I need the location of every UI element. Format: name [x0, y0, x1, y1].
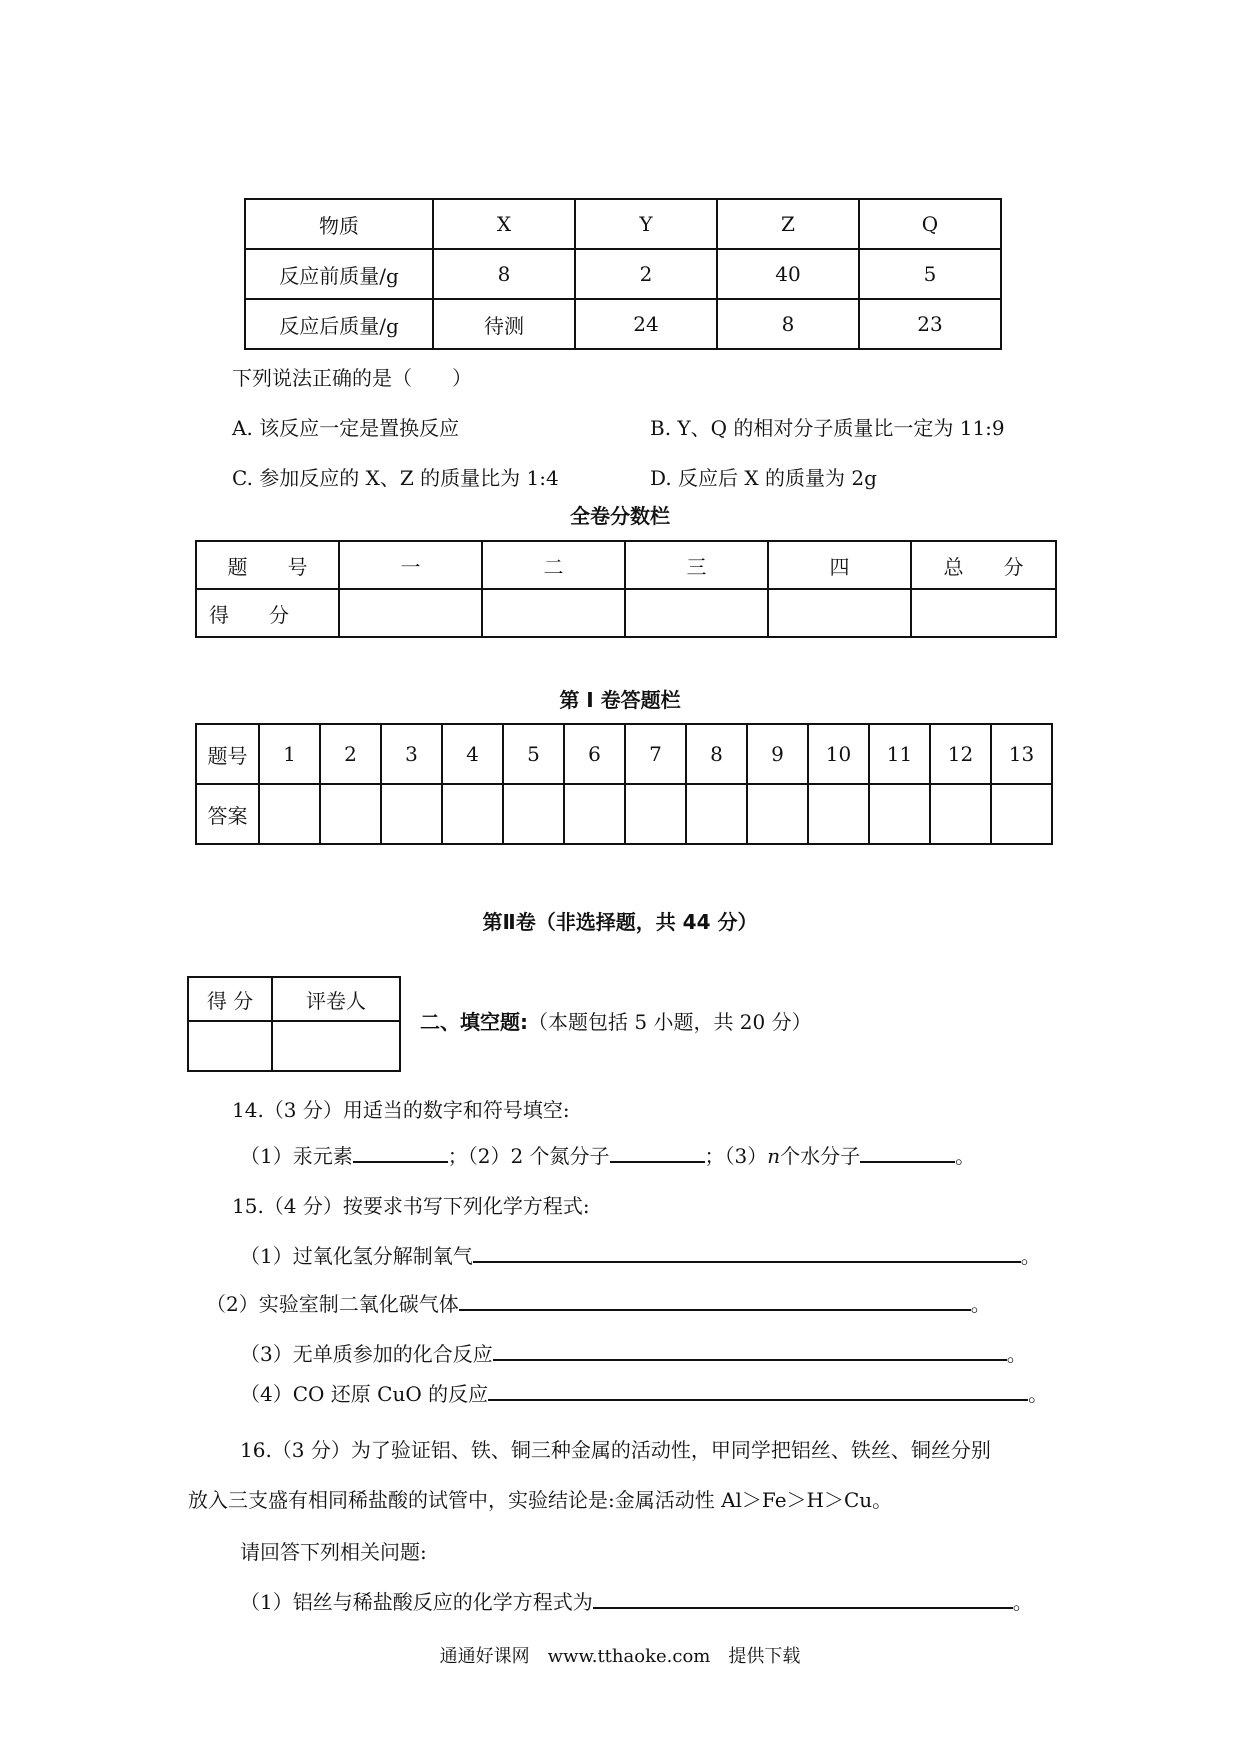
table-cell: 反应前质量/g: [245, 249, 433, 299]
q15-item-4: [240, 1378, 1048, 1407]
answer-cell[interactable]: [503, 784, 564, 844]
question-number-cell: 2: [320, 724, 381, 784]
q14-part1: （1）汞元素: [240, 1144, 353, 1168]
answer-blank[interactable]: [593, 1587, 1013, 1609]
score-table: [195, 540, 1057, 638]
score-cell[interactable]: [482, 589, 625, 637]
answer-table: [195, 723, 1053, 845]
answer-blank[interactable]: [860, 1141, 955, 1163]
table-row: [245, 299, 1001, 349]
question-number-cell: 5: [503, 724, 564, 784]
table-cell: 8: [433, 249, 575, 299]
score-cell[interactable]: [188, 1021, 272, 1071]
header-cell: 二: [482, 541, 625, 589]
answer-blank[interactable]: [353, 1141, 448, 1163]
q14-part2: ；（2）2 个氮分子: [447, 1144, 610, 1168]
table-cell: 5: [859, 249, 1001, 299]
grader-cell[interactable]: [272, 1021, 400, 1071]
table-row: [196, 589, 1056, 637]
header-cell: 物质: [245, 199, 433, 249]
footer: 通通好课网 www.tthaoke.com 提供下载: [439, 1646, 801, 1667]
header-cell: 题 号: [196, 541, 339, 589]
option-d: D. 反应后 X 的质量为 2g: [650, 466, 877, 490]
q16-item-1: [240, 1586, 1033, 1615]
part2-title: 第Ⅱ卷（非选择题，共 44 分）: [482, 910, 758, 934]
header-cell: 四: [768, 541, 911, 589]
table-row: [245, 249, 1001, 299]
item-label: （1）铝丝与稀盐酸反应的化学方程式为: [240, 1590, 593, 1614]
answer-cell[interactable]: [686, 784, 747, 844]
score-cell[interactable]: [768, 589, 911, 637]
question-number-cell: 12: [930, 724, 991, 784]
question-number-cell: 3: [381, 724, 442, 784]
mass-table: [244, 198, 1002, 350]
answer-cell[interactable]: [564, 784, 625, 844]
q16-line-3: 请回答下列相关问题:: [240, 1540, 427, 1564]
answer-table-title: 第 I 卷答题栏: [559, 688, 681, 712]
score-cell[interactable]: [625, 589, 768, 637]
score-cell[interactable]: [339, 589, 482, 637]
period: 。: [1028, 1382, 1049, 1406]
q15-item-3: [240, 1338, 1027, 1367]
table-cell: 24: [575, 299, 717, 349]
answer-cell[interactable]: [747, 784, 808, 844]
header-cell: 一: [339, 541, 482, 589]
table-cell: 23: [859, 299, 1001, 349]
grader-box: [187, 976, 401, 1072]
question-number-cell: 7: [625, 724, 686, 784]
table-cell: 2: [575, 249, 717, 299]
question-number-cell: 10: [808, 724, 869, 784]
section-note: （本题包括 5 小题，共 20 分）: [528, 1010, 812, 1034]
q14-stem: 14.（3 分）用适当的数字和符号填空:: [232, 1098, 570, 1122]
header-cell: Q: [859, 199, 1001, 249]
q14-part3-prefix: ；（3）: [704, 1144, 768, 1168]
period: 。: [1006, 1342, 1027, 1366]
question-number-cell: 6: [564, 724, 625, 784]
item-label: （3）无单质参加的化合反应: [240, 1342, 493, 1366]
answer-blank[interactable]: [459, 1289, 971, 1311]
row-label: 得 分: [196, 589, 339, 637]
q15-item-1: [240, 1240, 1041, 1269]
section-title: 二、填空题:: [420, 1010, 528, 1034]
table-cell: 40: [717, 249, 859, 299]
row-label: 答案: [196, 784, 259, 844]
question-number-cell: 1: [259, 724, 320, 784]
score-label: 得 分: [188, 977, 272, 1021]
answer-blank[interactable]: [493, 1339, 1007, 1361]
question-number-cell: 11: [869, 724, 930, 784]
answer-cell[interactable]: [625, 784, 686, 844]
answer-cell[interactable]: [991, 784, 1052, 844]
answer-blank[interactable]: [488, 1379, 1028, 1401]
grader-label: 评卷人: [272, 977, 400, 1021]
q14-blanks: [240, 1140, 975, 1169]
q14-part3: 个水分子: [780, 1144, 861, 1168]
table-cell: 反应后质量/g: [245, 299, 433, 349]
answer-cell[interactable]: [259, 784, 320, 844]
item-label: （1）过氧化氢分解制氧气: [240, 1244, 473, 1268]
period: 。: [970, 1292, 991, 1316]
question-stem: 下列说法正确的是（ ）: [232, 366, 472, 390]
answer-blank[interactable]: [610, 1141, 705, 1163]
variable-n: n: [767, 1144, 781, 1168]
answer-cell[interactable]: [869, 784, 930, 844]
answer-cell[interactable]: [381, 784, 442, 844]
option-c: C. 参加反应的 X、Z 的质量比为 1:4: [232, 466, 559, 490]
table-cell: 待测: [433, 299, 575, 349]
row-label: 题号: [196, 724, 259, 784]
table-cell: 8: [717, 299, 859, 349]
header-cell: 总 分: [911, 541, 1056, 589]
item-label: （2）实验室制二氧化碳气体: [206, 1292, 459, 1316]
q15-item-2: [206, 1288, 991, 1317]
answer-cell[interactable]: [320, 784, 381, 844]
header-cell: 三: [625, 541, 768, 589]
score-cell[interactable]: [911, 589, 1056, 637]
option-b: B. Y、Q 的相对分子质量比一定为 11:9: [650, 416, 1005, 440]
question-number-cell: 4: [442, 724, 503, 784]
q16-line-1: 16.（3 分）为了验证铝、铁、铜三种金属的活动性，甲同学把铝丝、铁丝、铜丝分别: [240, 1438, 991, 1462]
question-number-cell: 9: [747, 724, 808, 784]
section-heading: [420, 1006, 812, 1035]
question-number-cell: 13: [991, 724, 1052, 784]
q15-stem: 15.（4 分）按要求书写下列化学方程式:: [232, 1194, 590, 1218]
question-number-cell: 8: [686, 724, 747, 784]
q16-line-2: 放入三支盛有相同稀盐酸的试管中，实验结论是:金属活动性 Al＞Fe＞H＞Cu。: [188, 1488, 893, 1512]
period: 。: [955, 1144, 976, 1168]
score-table-title: 全卷分数栏: [570, 504, 670, 528]
answer-cell[interactable]: [808, 784, 869, 844]
period: 。: [1020, 1244, 1041, 1268]
period: 。: [1012, 1590, 1033, 1614]
item-label: （4）CO 还原 CuO 的反应: [240, 1382, 489, 1406]
header-cell: Z: [717, 199, 859, 249]
option-a: A. 该反应一定是置换反应: [232, 416, 460, 440]
header-cell: X: [433, 199, 575, 249]
answer-cell[interactable]: [442, 784, 503, 844]
header-cell: Y: [575, 199, 717, 249]
answer-cell[interactable]: [930, 784, 991, 844]
answer-blank[interactable]: [473, 1241, 1021, 1263]
